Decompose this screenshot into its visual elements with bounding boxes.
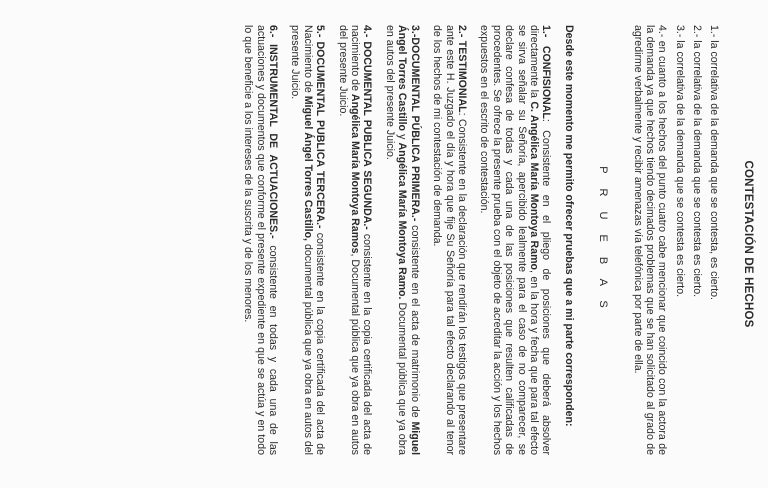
evidence-label: 4.- DOCUMENTAL PUBLICA SEGUNDA.- [361,25,374,230]
response-item: 1.- la correlativa de la demanda que se contesta, es cierto. [708,25,720,301]
response-item: 3.- la correlativa de la demanda que se contesta es cierto. [673,25,686,298]
evidence-item-confesional [478,25,552,455]
evidence-item-instrumental [242,25,279,455]
evidence-text: consistente en todas y cada una de las actuaciones y documentos que conforme el presente expediente en que se actúa y en todo lo que beneficie a los intereses de la suscrita y de los menores. [242,25,280,456]
party-name: Angélica María Montoya Ramo. [396,142,409,300]
evidence-text: : Consistente en el pliego de posiciones que deberá absolver directamente la [527,25,553,455]
responses-list [631,25,720,455]
evidence-label: 2.- TESTIMONIAL [455,25,468,113]
party-name: Miguel Ángel Torres Castillo, [301,95,314,241]
evidence-text: consistente en la copia certificada del acta de nacimiento de [349,25,374,455]
evidence-text: documental pública que ya obra en autos del presente Juicio. [289,25,314,455]
party-name: Miguel Ángel Torres Castillo [396,25,421,456]
party-name: C. Angélica María Montoya Ramo [527,101,540,270]
evidence-text: , en la hora y fecha que para tal efecto se sirva señalar su Señoría, apercibido lealmente para el caso de no comparecer, se declare confesa de todas y cada una de las posiciones que resulten calificadas de procedentes. Se ofrece la presente prueba con el objeto de acreditar la acción y los hechos expuestos en el escrito de contestación. [478,25,540,455]
response-item: 2.- la correlativa de la demanda que se contesta es cierto. [690,25,703,298]
pruebas-intro: Desde este momento me permito ofrecer pruebas que a mi parte corresponden: [562,25,575,427]
evidence-text: y [396,131,409,143]
party-name: Angélica María Montoya Ramos [349,93,362,254]
response-item: 4.- en cuanto a los hechos del punto cuatro cabe mencionar que coincido con la actora de la demanda ya que hechos tiendo decimados problemas que se han solicitado al grado de agredirme verbalmente y recibir amenazas vía telefónica por parte de ella. [631,25,669,455]
evidence-item-documental-segunda [336,25,373,455]
evidence-text: consistente en la copia certificada del acta de Nacimiento de [301,25,327,456]
pruebas-heading: P R U E B A S [597,166,610,314]
evidence-text: consistente en el acta de matrimonio de [408,221,421,422]
evidence-label: 6.- INSTRUMENTAL DE ACTUACIONES.- [267,25,280,239]
evidence-text: , Documental pública que ya obra en autos del presente Juicio. [336,25,362,455]
evidence-item-testimonial [431,25,468,455]
evidence-item-documental-tercera [289,25,326,455]
evidence-text: : Consistente en la declaración que rendirán los testigos que presentare ante este H. Juzgado el día y hora que fije Su Señoría para tal efecto declarando al tenor de los hechos de mi contestación de demanda. [431,25,468,455]
evidence-label: 5.- DOCUMENTAL PUBLICA TERCERA.- [314,25,327,229]
evidence-item-documental-primera [383,25,420,455]
page-title: CONTESTACIÓN DE HECHOS [742,160,754,328]
evidence-label: 1.- CONFISIONAL [540,25,553,119]
document-body [232,25,720,455]
evidence-text: Documental pública que ya obra en autos del presente Juicio. [383,25,409,456]
evidence-label: 3.-DOCUMENTAL PÚBLICA PRIMERA.- [408,25,421,222]
